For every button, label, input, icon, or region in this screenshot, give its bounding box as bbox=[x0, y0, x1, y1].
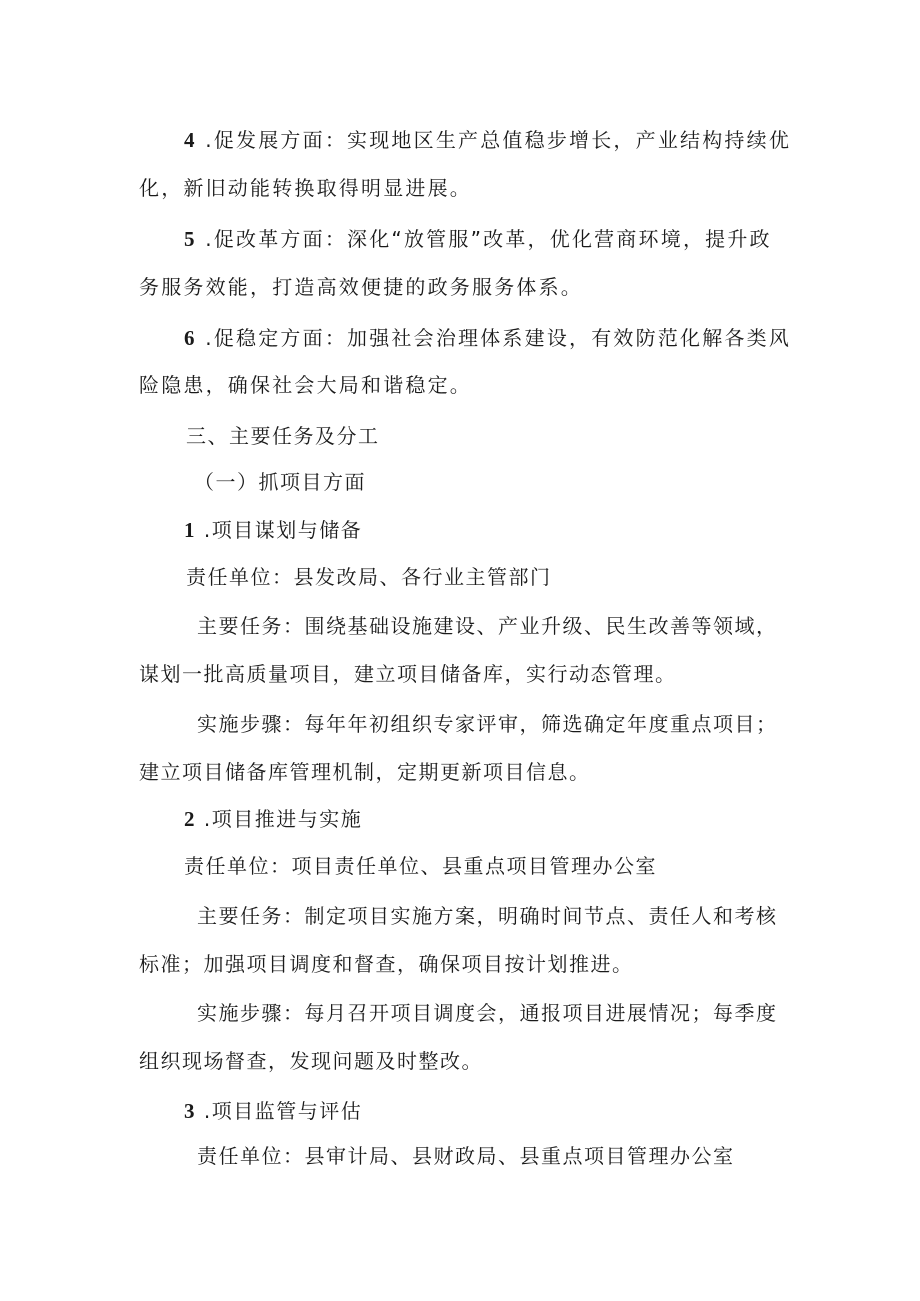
para-4-line-1: 4 .促发展方面：实现地区生产总值稳步增长，产业结构持续优 bbox=[184, 128, 792, 152]
item-number: 5 bbox=[184, 227, 197, 251]
item-1-steps-line-1: 实施步骤：每年年初组织专家评审，筛选确定年度重点项目； bbox=[197, 712, 778, 736]
item-1-steps-line-2: 建立项目储备库管理机制，定期更新项目信息。 bbox=[139, 760, 591, 784]
item-2-tasks-line-2: 标准；加强项目调度和督查，确保项目按计划推进。 bbox=[139, 952, 634, 976]
subsection-heading-1: （一）抓项目方面 bbox=[194, 470, 366, 494]
item-3-heading: 3 .项目监管与评估 bbox=[184, 1099, 363, 1123]
item-1-heading: 1 .项目谋划与储备 bbox=[184, 518, 363, 542]
para-6-line-2: 险隐患，确保社会大局和谐稳定。 bbox=[139, 373, 472, 397]
para-5-line-2: 务服务效能，打造高效便捷的政务服务体系。 bbox=[139, 275, 583, 299]
para-4-line-2: 化，新旧动能转换取得明显进展。 bbox=[139, 176, 472, 200]
item-number: 2 bbox=[184, 807, 196, 831]
item-1-tasks-line-1: 主要任务：围绕基础设施建设、产业升级、民生改善等领域， bbox=[197, 614, 778, 638]
item-3-responsible: 责任单位：县审计局、县财政局、县重点项目管理办公室 bbox=[197, 1144, 735, 1168]
item-1-responsible: 责任单位：县发改局、各行业主管部门 bbox=[186, 565, 552, 589]
item-number: 1 bbox=[184, 518, 196, 542]
item-number: 6 bbox=[184, 326, 197, 350]
item-2-tasks-line-1: 主要任务：制定项目实施方案，明确时间节点、责任人和考核 bbox=[197, 904, 778, 928]
item-2-steps-line-1: 实施步骤：每月召开项目调度会，通报项目进展情况；每季度 bbox=[197, 1001, 778, 1025]
para-5-line-1: 5 .促改革方面：深化“放管服”改革，优化营商环境，提升政 bbox=[184, 227, 772, 251]
item-number: 3 bbox=[184, 1099, 196, 1123]
item-1-tasks-line-2: 谋划一批高质量项目，建立项目储备库，实行动态管理。 bbox=[139, 662, 677, 686]
section-heading-3: 三、主要任务及分工 bbox=[186, 424, 380, 448]
item-2-heading: 2 .项目推进与实施 bbox=[184, 807, 363, 831]
para-6-line-1: 6 .促稳定方面：加强社会治理体系建设，有效防范化解各类风 bbox=[184, 326, 792, 350]
item-2-responsible: 责任单位：项目责任单位、县重点项目管理办公室 bbox=[184, 854, 657, 878]
item-number: 4 bbox=[184, 128, 197, 152]
item-2-steps-line-2: 组织现场督查，发现问题及时整改。 bbox=[139, 1049, 483, 1073]
